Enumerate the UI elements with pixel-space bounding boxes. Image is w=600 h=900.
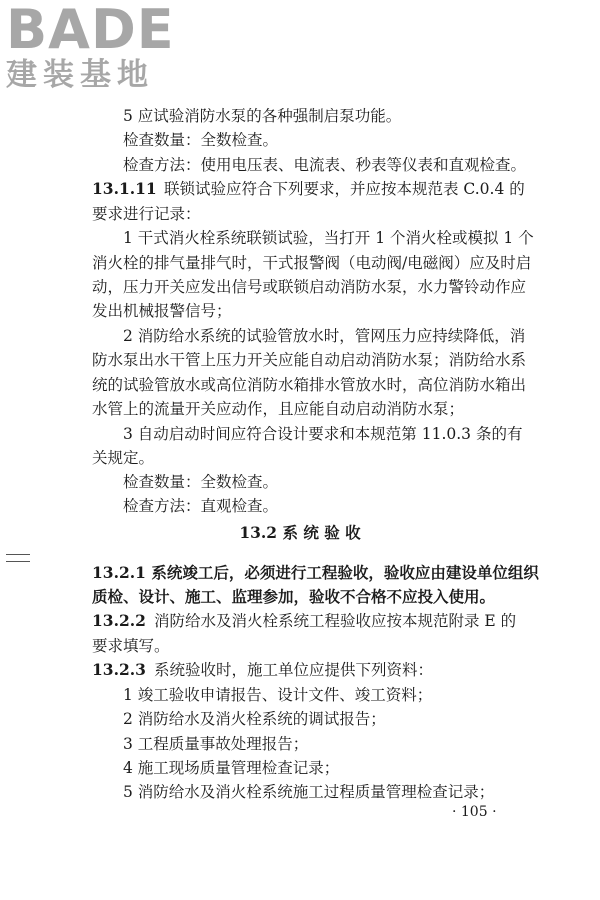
list-item: 5 消防给水及消火栓系统施工过程质量管理检查记录； [123, 783, 495, 801]
clause-13-2-3-text: 系统验收时，施工单位应提供下列资料： [154, 661, 434, 679]
paragraph-line: 动，压力开关应发出信号或联锁启动消防水泵，水力警铃动作应 [92, 278, 527, 296]
paragraph-line: 检查方法：直观检查。 [123, 497, 279, 515]
paragraph-line: 防水泵出水干管上压力开关应能自动启动消防水泵；消防给水系 [92, 351, 527, 369]
list-item: 3 工程质量事故处理报告； [123, 735, 309, 753]
logo-en-text: BADE [6, 0, 175, 61]
paragraph-line: 检查数量：全数检查。 [123, 473, 279, 491]
paragraph-line: 统的试验管放水或高位消防水箱排水管放水时，高位消防水箱出 [92, 376, 527, 394]
paragraph-line: 3 自动启动时间应符合设计要求和本规范第 11.0.3 条的有 [123, 425, 523, 443]
paragraph-line: 1 干式消火栓系统联锁试验，当打开 1 个消火栓或模拟 1 个 [123, 229, 534, 247]
clause-number-13-1-11: 13.1.11 [92, 179, 157, 198]
clause-13-2-1: 13.2.1 系统竣工后，必须进行工程验收，验收应由建设单位组织 [92, 563, 539, 582]
list-item: 1 竣工验收申请报告、设计文件、竣工资料； [123, 686, 433, 704]
list-item: 2 消防给水及消火栓系统的调试报告； [123, 710, 386, 728]
logo-cn-text: 建装基地 [6, 57, 154, 93]
watermark-logo [6, 2, 176, 94]
check-method-line: 检查方法：使用电压表、电流表、秒表等仪表和直观检查。 [123, 156, 527, 174]
margin-mark [6, 554, 30, 562]
clause-number-13-2-3: 13.2.3 [92, 660, 146, 679]
section-title: 13.2 系 统 验 收 [239, 523, 361, 542]
paragraph-line: 关规定。 [92, 449, 155, 467]
paragraph-line: 要求进行记录： [92, 205, 201, 223]
paragraph-line: 要求填写。 [92, 637, 170, 655]
paragraph-line: 消火栓的排气量排气时，干式报警阀（电动阀/电磁阀）应及时启 [92, 254, 532, 272]
clause-13-1-11-text: 联锁试验应符合下列要求，并应按本规范表 C.0.4 的 [164, 180, 525, 198]
clause-5-line: 5 应试验消防水泵的各种强制启泵功能。 [123, 107, 402, 125]
paragraph-line: 发出机械报警信号； [92, 302, 232, 320]
clause-number-13-2-2: 13.2.2 [92, 611, 146, 630]
list-item: 4 施工现场质量管理检查记录； [123, 759, 340, 777]
page-number: · 105 · [452, 804, 497, 820]
check-quantity-line: 检查数量：全数检查。 [123, 131, 279, 149]
paragraph-line: 2 消防给水系统的试验管放水时，管网压力应持续降低，消 [123, 327, 526, 345]
clause-13-2-1-cont: 质检、设计、施工、监理参加，验收不合格不应投入使用。 [92, 587, 496, 606]
paragraph-line: 水管上的流量开关应动作，且应能自动启动消防水泵； [92, 400, 465, 418]
clause-13-2-2-text: 消防给水及消火栓系统工程验收应按本规范附录 E 的 [154, 612, 517, 630]
